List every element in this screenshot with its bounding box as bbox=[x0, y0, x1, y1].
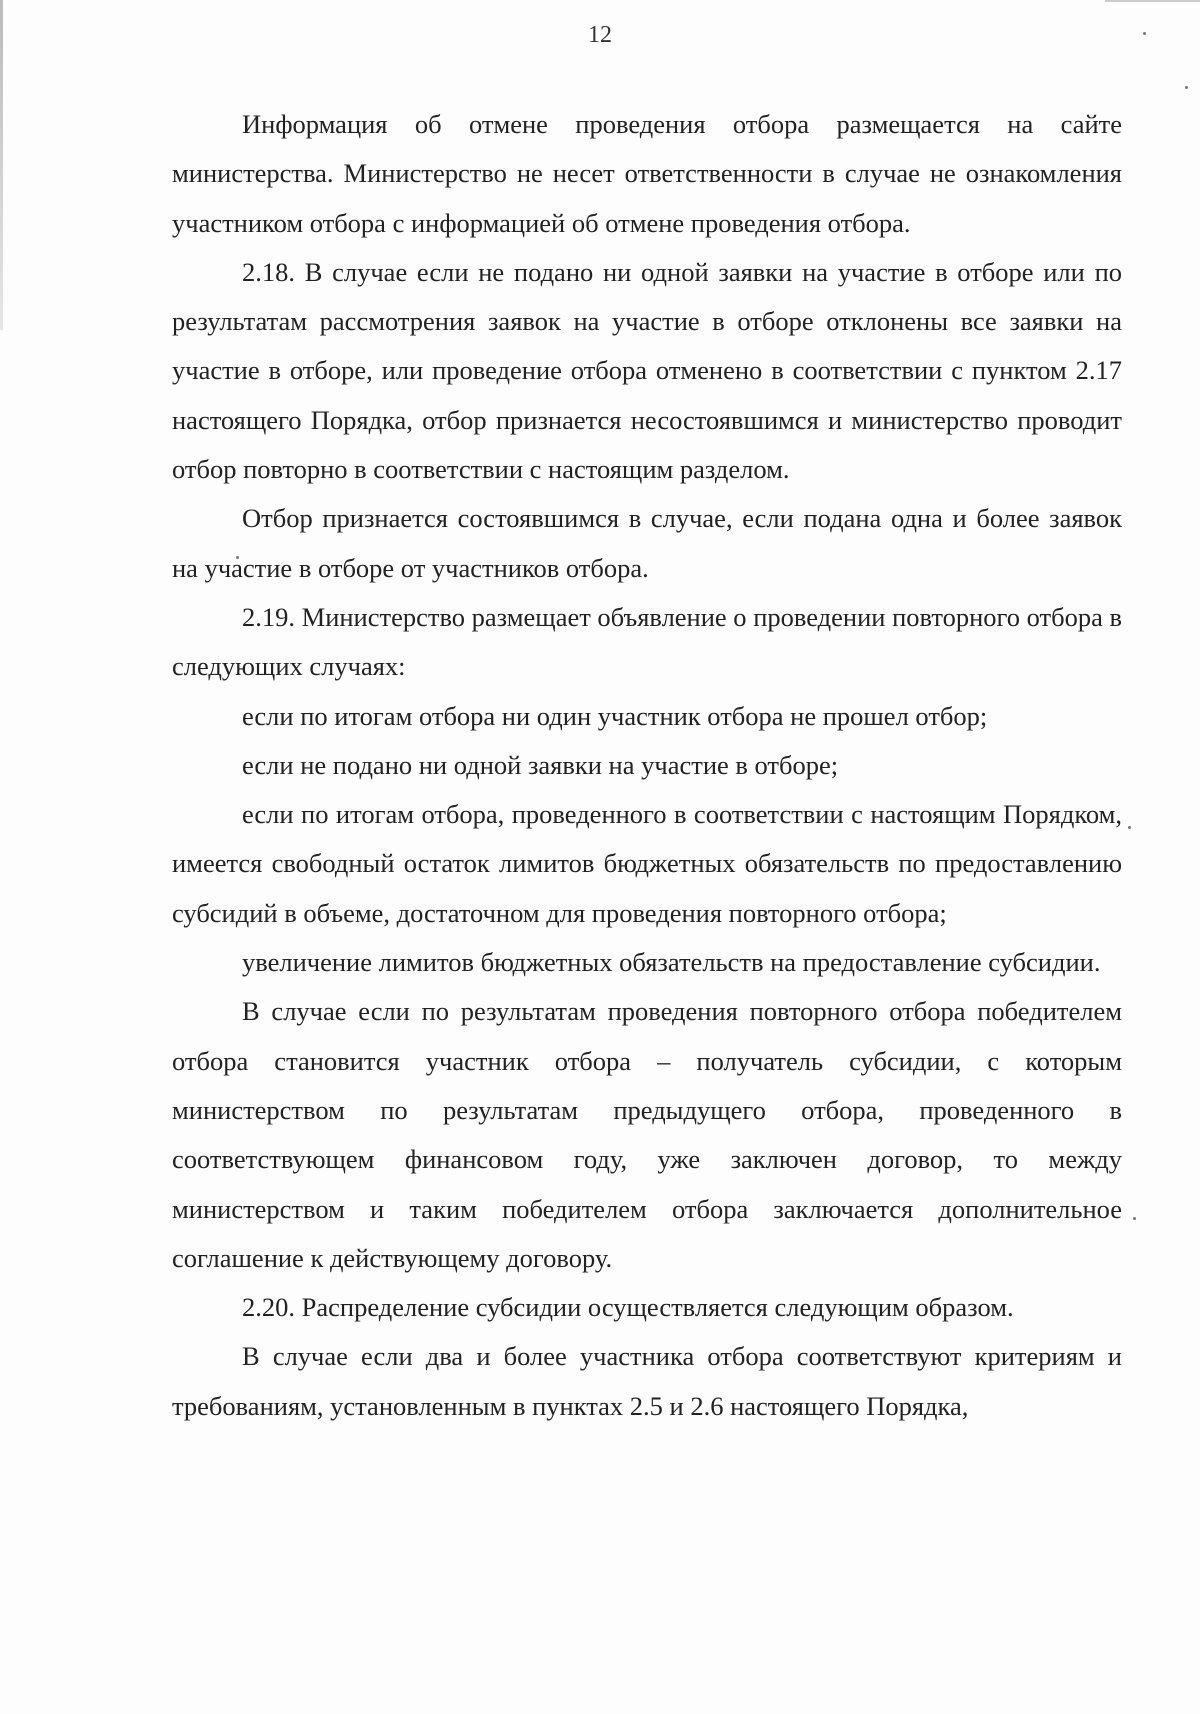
list-item-no-application: если не подано ни одной заявки на участие в отборе; bbox=[242, 749, 839, 780]
list-item-free-budget-remainder: если по итогам отбора, проведенного в соответствии с настоящим Порядком, имеется свободный остаток лимитов бюджетных обязательств по предоставлению субсидий в объеме, достаточном для проведения повторного отбора; bbox=[172, 799, 1122, 928]
paragraph-distribution-criteria: В случае если два и более участника отбора соответствуют критериям и требованиям, установленным в пунктах 2.5 и 2.6 настоящего Порядка, bbox=[172, 1341, 1122, 1421]
paragraph-cancellation-info: Информация об отмене проведения отбора размещается на сайте министерства. Министерство не несет ответственности в случае не ознакомления участником отбора с информацией об отмене проведения отбора. bbox=[172, 109, 1122, 238]
document-body bbox=[172, 100, 1122, 1431]
paragraph-selection-valid: Отбор признается состоявшимся в случае, если подана одна и более заявок на участие в отборе от участников отбора. bbox=[172, 503, 1122, 583]
list-item-budget-increase: увеличение лимитов бюджетных обязательств на предоставление субсидии. bbox=[242, 947, 1101, 978]
scan-speck bbox=[1185, 86, 1188, 89]
paragraph-2-19: 2.19. Министерство размещает объявление о проведении повторного отбора в следующих случаях: bbox=[172, 601, 1122, 682]
paragraph-repeat-winner: В случае если по результатам проведения повторного отбора победителем отбора становится участник отбора – получатель субсидии, с которым министерством по результатам предыдущего отбора, проведенного в соответствующем финансовом году, уже заключен договор, то между министерством и таким победителем отбора заключается дополнительное соглашение к действующему договору. bbox=[172, 996, 1122, 1273]
scan-edge-shadow bbox=[0, 0, 3, 330]
scan-speck bbox=[1133, 1217, 1136, 1220]
paragraph-2-20: 2.20. Распределение субсидии осуществляется следующим образом. bbox=[242, 1292, 1014, 1323]
scan-top-line bbox=[1105, 0, 1200, 2]
list-item-no-participant-passed: если по итогам отбора ни один участник отбора не прошел отбор; bbox=[242, 700, 988, 731]
paragraph-2-18: 2.18. В случае если не подано ни одной заявки на участие в отборе или по результатам рассмотрения заявок на участие в отборе отклонены все заявки на участие в отборе, или проведение отбора отменено в соответствии с пунктом 2.17 настоящего Порядка, отбор признается несостоявшимся и министерство проводит отбор повторно в соответствии с настоящим разделом. bbox=[172, 256, 1122, 485]
page-number: 12 bbox=[588, 22, 612, 48]
scan-speck bbox=[1128, 826, 1131, 829]
